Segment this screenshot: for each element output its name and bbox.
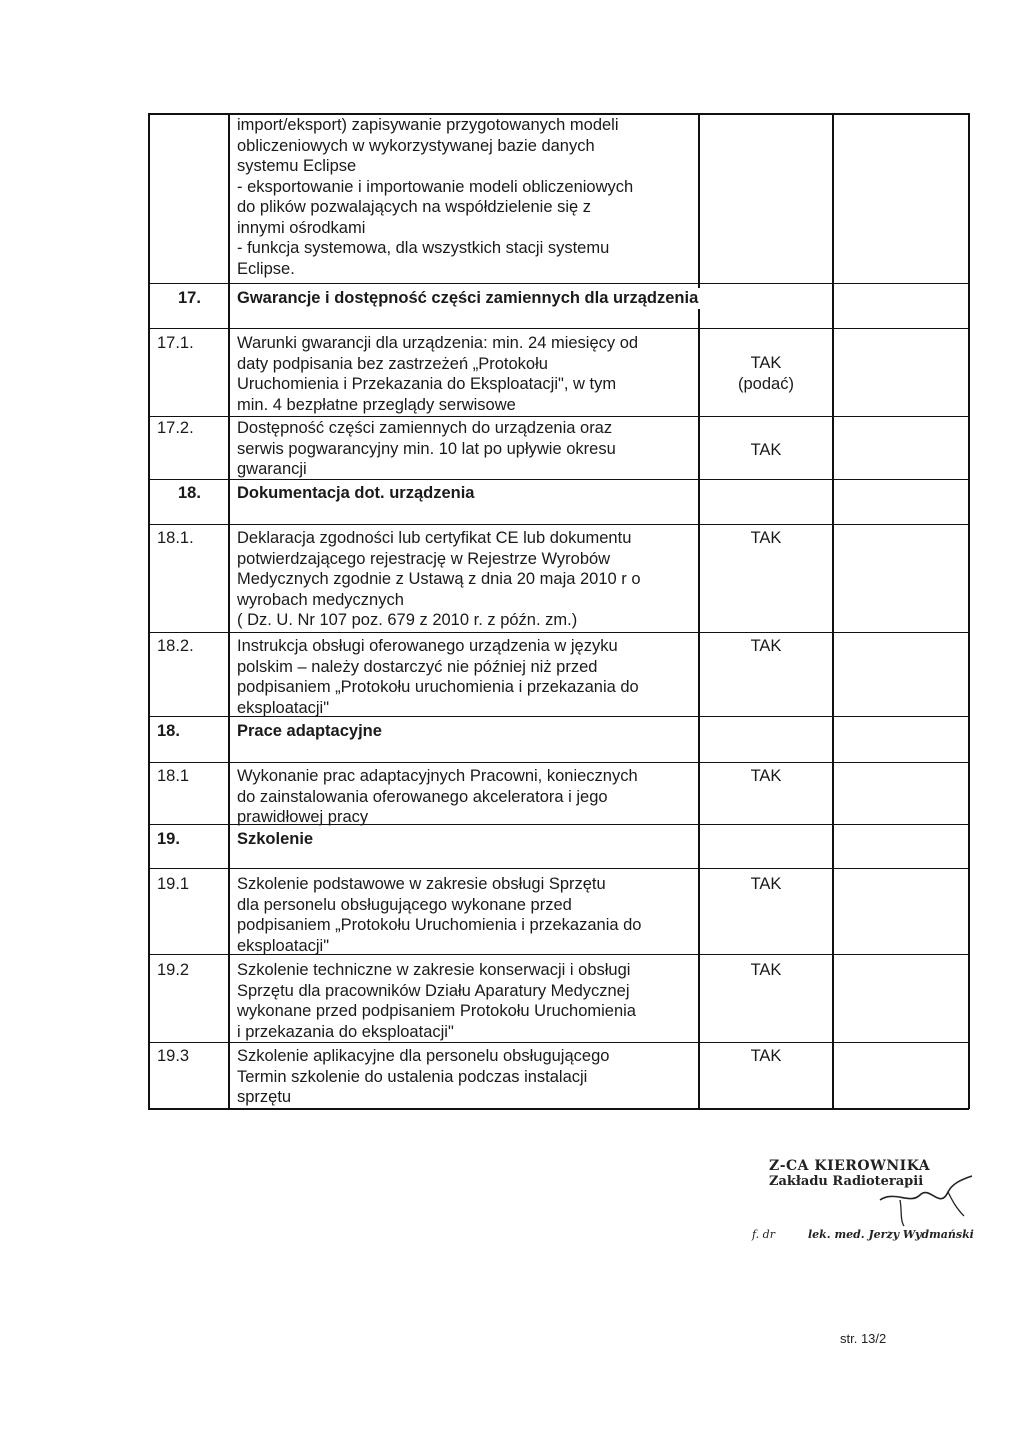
- table-bottom-border: [148, 1108, 969, 1110]
- row-separator: [148, 868, 969, 869]
- row-description: import/eksport) zapisywanie przygotowanych modeli obliczeniowych w wykorzystywanej bazie danych systemu Eclipse - eksportowanie i importowanie modeli obliczeniowych do plików pozwalających na współdzielenie się z innymi ośrodkami - funkcja systemowa, dla wszystkich stacji systemu Eclipse.: [237, 116, 634, 278]
- row-description: Wykonanie prac adaptacyjnych Pracowni, koniecznych do zainstalowania oferowanego akceleratora i jego prawidłowej pracy: [237, 767, 638, 826]
- row-description: Dostępność części zamiennych do urządzenia oraz serwis pogwarancyjny min. 10 lat po upływie okresu gwarancji: [237, 419, 616, 478]
- row-number: 19.3: [157, 1047, 190, 1065]
- row-value: TAK: [750, 875, 782, 893]
- row-separator: [148, 283, 969, 284]
- row-value: TAK: [750, 1047, 782, 1065]
- row-separator: [148, 328, 969, 329]
- row-value: TAK: [750, 529, 782, 547]
- signature-mark: [860, 1170, 980, 1230]
- row-value: TAK: [750, 441, 782, 459]
- row-number: 18.1: [157, 767, 190, 785]
- row-value: TAK: [750, 961, 782, 979]
- row-description: Deklaracja zgodności lub certyfikat CE lub dokumentu potwierdzającego rejestrację w Rejestrze Wyrobów Medycznych zgodnie z Ustawą z dnia 20 maja 2010 r o wyrobach medycznych ( Dz. U. Nr 107 poz. 679 z 2010 r. z późn. zm.): [237, 529, 641, 629]
- section-title: Szkolenie: [237, 830, 314, 848]
- row-number: 19.2: [157, 961, 190, 979]
- section-number: 18.: [178, 484, 201, 502]
- row-number: 18.1.: [157, 529, 194, 547]
- row-number: 17.2.: [157, 419, 194, 437]
- row-value: TAK (podać): [738, 354, 794, 393]
- row-description: Szkolenie techniczne w zakresie konserwacji i obsługi Sprzętu dla pracowników Działu Aparatury Medycznej wykonane przed podpisaniem Protokołu Uruchomienia i przekazania do eksploatacji": [237, 961, 636, 1041]
- row-number: 17.1.: [157, 334, 194, 352]
- stamp-prefix: f. dr: [752, 1228, 775, 1241]
- row-separator: [148, 762, 969, 763]
- stamp-name: lek. med. Jerzy Wydmański: [808, 1228, 974, 1241]
- row-value: TAK: [750, 767, 782, 785]
- section-title: Prace adaptacyjne: [237, 722, 382, 740]
- section-title: Dokumentacja dot. urządzenia: [237, 484, 475, 502]
- stamp-department: Zakładu Radioterapii: [769, 1174, 924, 1189]
- stamp-title: Z-CA KIEROWNIKA: [769, 1158, 931, 1174]
- row-description: Szkolenie aplikacyjne dla personelu obsługującego Termin szkolenie do ustalenia podczas instalacji sprzętu: [237, 1047, 610, 1106]
- row-description: Szkolenie podstawowe w zakresie obsługi Sprzętu dla personelu obsługującego wykonane przed podpisaniem „Protokołu Uruchomienia i przekazania do eksploatacji": [237, 875, 642, 955]
- col-separator-3: [832, 113, 834, 1109]
- section-number: 17.: [178, 289, 201, 307]
- row-separator: [148, 1042, 969, 1043]
- section-title: Gwarancje i dostępność części zamiennych dla urządzenia: [237, 288, 801, 309]
- row-separator: [148, 524, 969, 525]
- row-value: TAK: [750, 637, 782, 655]
- section-number: 19.: [157, 830, 180, 848]
- col-separator-2: [698, 113, 700, 1109]
- row-separator: [148, 416, 969, 417]
- row-description: Warunki gwarancji dla urządzenia: min. 24 miesięcy od daty podpisania bez zastrzeżeń „Protokołu Uruchomienia i Przekazania do Eksploatacji", w tym min. 4 bezpłatne przeglądy serwisowe: [237, 334, 639, 414]
- col-separator-1: [228, 113, 230, 1109]
- row-separator: [148, 632, 969, 633]
- table-right-border: [968, 113, 970, 1109]
- row-number: 19.1: [157, 875, 190, 893]
- page-number: str. 13/2: [840, 1331, 887, 1346]
- table-left-border: [148, 113, 150, 1109]
- row-description: Instrukcja obsługi oferowanego urządzenia w języku polskim – należy dostarczyć nie później niż przed podpisaniem „Protokołu uruchomienia i przekazania do eksploatacji": [237, 637, 639, 717]
- row-number: 18.2.: [157, 637, 194, 655]
- section-number: 18.: [157, 722, 180, 740]
